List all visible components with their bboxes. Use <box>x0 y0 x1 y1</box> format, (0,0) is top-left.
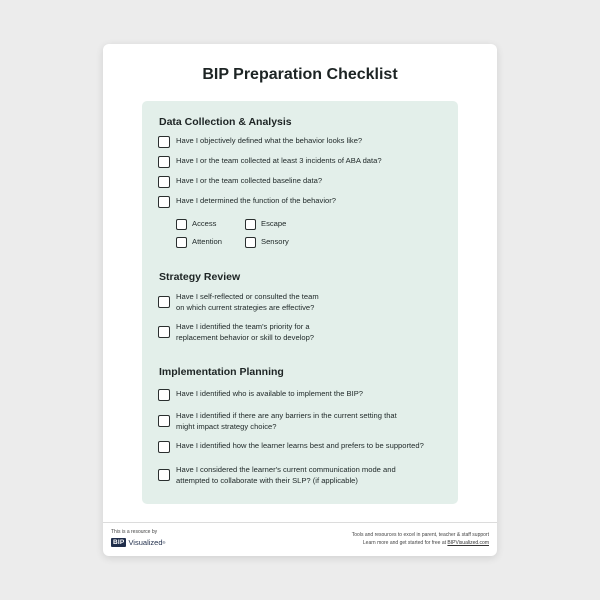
checklist-item-label <box>176 465 396 486</box>
checklist-item[interactable] <box>158 292 450 313</box>
label-line: might impact strategy choice? <box>176 421 277 431</box>
checklist-item-label: Have I or the team collected at least 3 incidents of ABA data? <box>176 156 382 165</box>
checklist-item[interactable] <box>158 136 450 148</box>
function-option-label: Access <box>192 219 217 229</box>
footer-tagline: Tools and resources to excel in parent, teacher & staff support <box>351 532 489 538</box>
function-option-sensory[interactable] <box>245 237 289 248</box>
section-title-data-collection: Data Collection & Analysis <box>159 116 292 128</box>
checkbox[interactable] <box>158 415 170 427</box>
trademark-icon: ® <box>162 540 166 545</box>
checklist-item-label <box>176 292 319 313</box>
footer-branding <box>111 529 165 547</box>
function-option-label: Sensory <box>261 237 289 247</box>
checkbox[interactable] <box>158 196 170 208</box>
checklist-item[interactable] <box>158 196 450 208</box>
checklist-item[interactable] <box>158 441 450 453</box>
checkbox[interactable] <box>158 326 170 338</box>
checkbox[interactable] <box>176 237 187 248</box>
checkbox[interactable] <box>158 136 170 148</box>
label-line: Have I self-reflected or consulted the team <box>176 292 319 301</box>
logo-text: Visualized <box>128 538 163 547</box>
checklist-item[interactable] <box>158 411 450 432</box>
function-option-label: Escape <box>261 219 287 229</box>
section-title-implementation: Implementation Planning <box>159 366 284 378</box>
checkbox[interactable] <box>158 469 170 481</box>
checklist-item-label: Have I identified who is available to implement the BIP? <box>176 389 363 398</box>
checkbox[interactable] <box>245 219 256 230</box>
checkbox[interactable] <box>158 441 170 453</box>
checklist-item-label: Have I identified how the learner learns best and prefers to be supported? <box>176 441 424 450</box>
function-option-access[interactable] <box>176 219 216 230</box>
checklist-item[interactable] <box>158 389 450 401</box>
checklist-item[interactable] <box>158 176 450 188</box>
label-line: replacement behavior or skill to develop? <box>176 332 315 342</box>
label-line: Have I identified if there are any barriers in the current setting that <box>176 411 397 420</box>
footer-info <box>352 531 489 547</box>
checklist-item-label <box>176 322 314 343</box>
checkbox[interactable] <box>176 219 187 230</box>
checklist-item-label: Have I or the team collected baseline data? <box>176 176 323 185</box>
checkbox[interactable] <box>158 176 170 188</box>
checkbox[interactable] <box>158 389 170 401</box>
checklist-item[interactable] <box>158 465 450 486</box>
website-link[interactable]: BIPVisualized.com <box>447 540 489 546</box>
bip-visualized-logo <box>111 538 165 547</box>
page-title: BIP Preparation Checklist <box>202 66 398 83</box>
footer-divider <box>103 522 497 523</box>
label-line: Have I identified the team's priority for a <box>176 322 310 331</box>
footer-cta-text: Learn more and get started for free at <box>362 540 446 546</box>
function-option-attention[interactable] <box>176 237 222 248</box>
checklist-item-label: Have I objectively defined what the behavior looks like? <box>176 136 363 145</box>
resource-note: This is a resource by <box>111 529 158 535</box>
checklist-sheet <box>103 44 497 556</box>
checklist-panel <box>142 101 458 504</box>
checklist-item-label <box>176 411 397 432</box>
checkbox[interactable] <box>158 296 170 308</box>
label-line: Have I considered the learner's current communication mode and <box>176 465 396 474</box>
logo-mark: BIP <box>113 539 125 546</box>
label-line: on which current strategies are effective? <box>176 302 315 312</box>
function-option-label: Attention <box>192 237 222 247</box>
checkbox[interactable] <box>245 237 256 248</box>
function-option-escape[interactable] <box>245 219 286 230</box>
checklist-item[interactable] <box>158 156 450 168</box>
checklist-item-label: Have I determined the function of the behavior? <box>176 196 336 205</box>
label-line: attempted to collaborate with their SLP? (if applicable) <box>176 475 358 485</box>
footer-cta <box>352 539 489 547</box>
checklist-item[interactable] <box>158 322 450 343</box>
section-title-strategy-review: Strategy Review <box>159 271 241 283</box>
checkbox[interactable] <box>158 156 170 168</box>
